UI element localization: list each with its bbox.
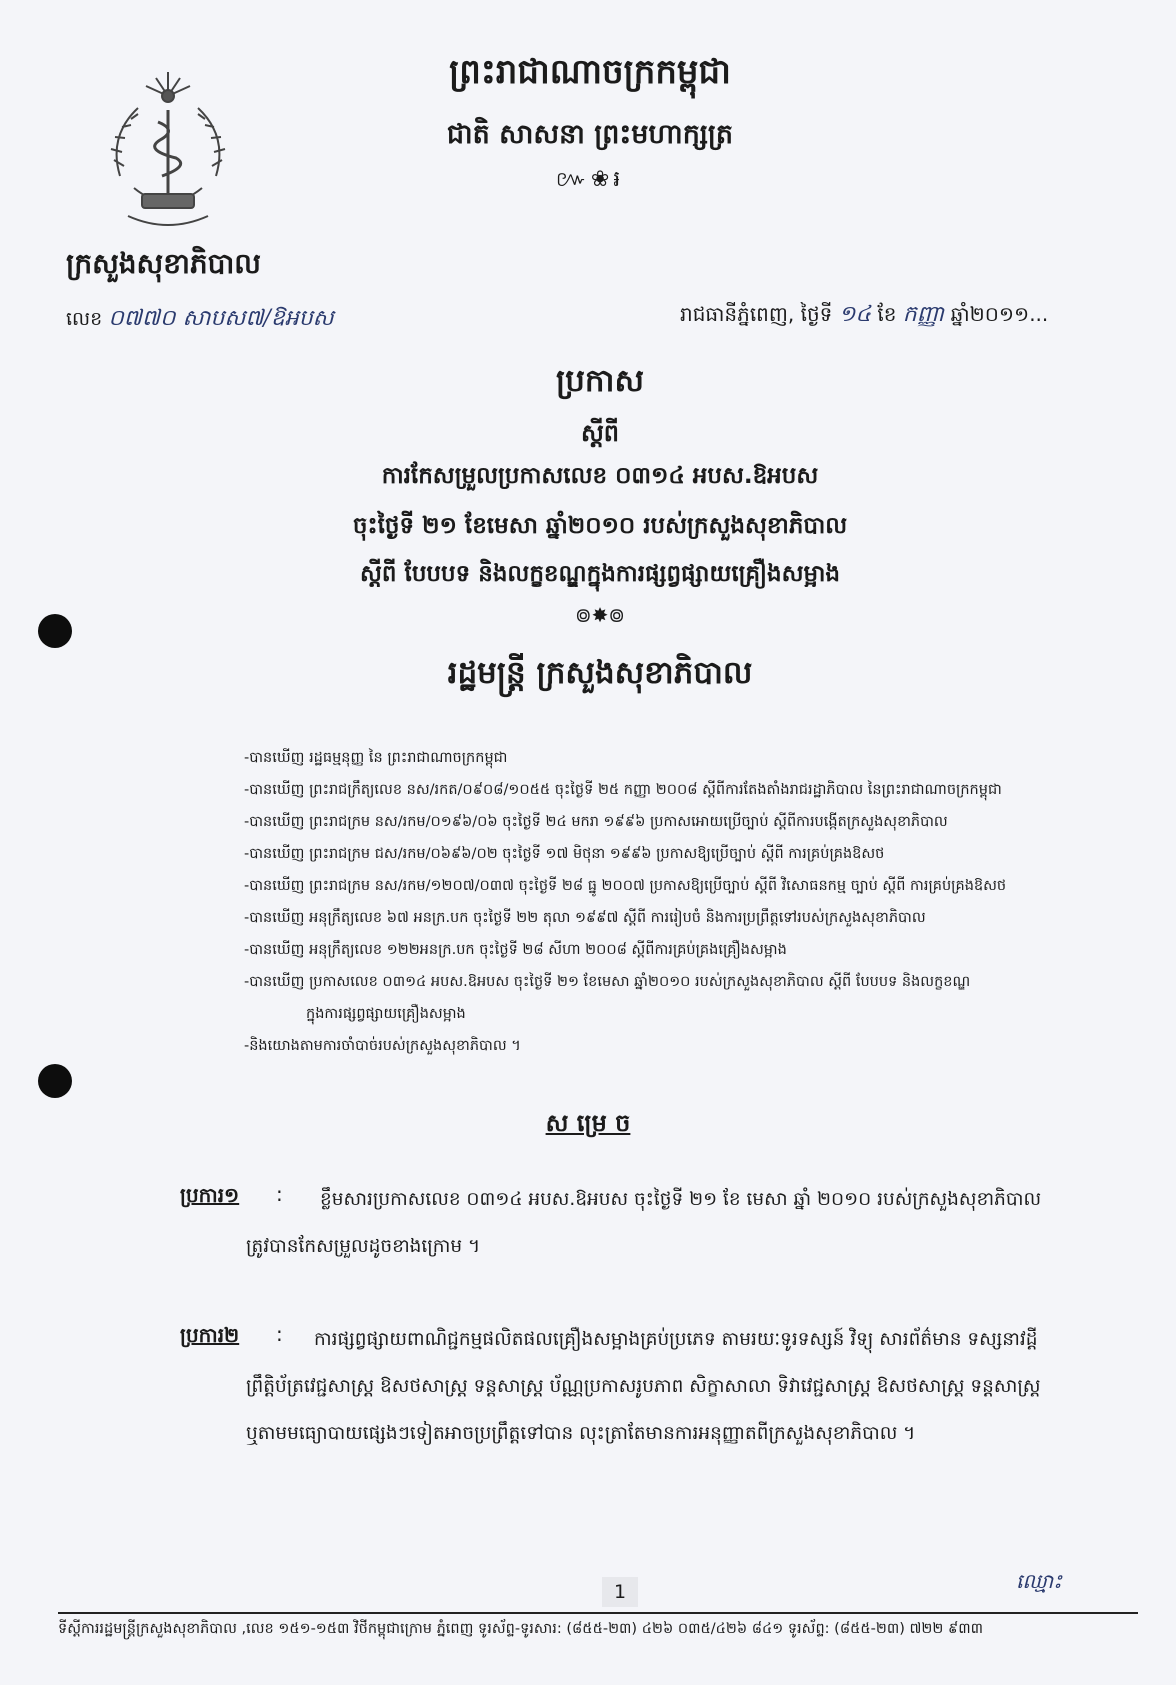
visa-item: -បានឃើញ រដ្ឋធម្មនុញ្ញ នៃ ព្រះរាជាណាចក្រកម្ពុជា xyxy=(244,750,508,766)
title-about: ស្តីពី xyxy=(580,419,620,447)
visa-item: -បានឃើញ ព្រះរាជក្រម នស/រកម/០១៩៦/០៦ ចុះថ្ងៃទី ២៤ មករា ១៩៩៦ ប្រកាសអោយប្រើច្បាប់ ស្តីពីការបង្កើតក្រសួងសុខាភិបាល xyxy=(244,814,948,830)
date-day-label: ថ្ងៃទី xyxy=(800,302,833,326)
handwritten-initials: ឈ្មោះ xyxy=(1016,1569,1062,1593)
article-2-line-2: ព្រឹត្តិប័ត្រវេជ្ជសាស្ត្រ ឱសថសាស្ត្រ ទន្តសាស្ត្រ ប័ណ្ណប្រកាសរូបភាព សិក្ខាសាលា ទិវាវេជ្ជសាស្ត្រ ឱសថសាស្ត្រ ទន្តសាស្ត្រ xyxy=(246,1376,1041,1397)
footer-divider xyxy=(58,1612,1138,1614)
header-ornament: ៚❀៛ xyxy=(555,167,625,192)
ministry-seal-icon xyxy=(98,66,238,236)
document-title: ប្រកាស xyxy=(556,363,644,399)
date-month-label: ខែ xyxy=(877,302,897,326)
visas-list xyxy=(244,742,1124,1062)
article-1-label: ប្រការ១ xyxy=(180,1183,240,1207)
visa-item: -បានឃើញ អនុក្រឹត្យលេខ ១២២អនក្រ.បក ចុះថ្ងៃទី ២៨ សីហា ២០០៨ ស្តីពីការគ្រប់គ្រងគ្រឿងសម្អាង xyxy=(244,942,787,958)
footer-address: ទីស្តីការរដ្ឋមន្ត្រីក្រសួងសុខាភិបាល ,លេខ ១៥១-១៥៣ វិថីកម្ពុជាក្រោម ភ្នំពេញ ទូរស័ព្ទ-ទូរសារ: (៨៥៥-២៣) ៤២៦ ០៣៥/៤២៦ ៨៤១ ទូរស័ព្ទ: (៨៥៥-២៣) ៧២២ ៩៣៣ xyxy=(58,1621,983,1637)
title-line-2: ចុះថ្ងៃទី ២១ ខែមេសា ឆ្នាំ២០១០ របស់ក្រសួងសុខាភិបាល xyxy=(352,513,848,539)
date-line xyxy=(680,300,1120,332)
visa-item: -និងយោងតាមការចាំបាច់របស់ក្រសួងសុខាភិបាល ។ xyxy=(244,1038,521,1054)
visa-item: -បានឃើញ ប្រកាសលេខ ០៣១៤ អបស.ឱអបស ចុះថ្ងៃទី ២១ ខែមេសា ឆ្នាំ២០១០ របស់ក្រសួងសុខាភិបាល ស្តីពី បែបបទ និងលក្ខខណ្ឌ xyxy=(244,974,971,990)
reference-value: ០៧៧០ សាបស៧/ឱអបស xyxy=(108,306,334,331)
decides-heading: ស ម្រេ ច xyxy=(545,1109,631,1137)
article-1-colon: : xyxy=(276,1182,283,1206)
article-2-line-3: ឬតាមមធ្យោបាយផ្សេងៗទៀតអាចប្រព្រឹត្តទៅបាន លុះត្រាតែមានការអនុញ្ញាតពីក្រសួងសុខាភិបាល ។ xyxy=(246,1423,916,1444)
date-month: កញ្ញា xyxy=(902,302,945,327)
minister-heading: រដ្ឋមន្ត្រី ក្រសួងសុខាភិបាល xyxy=(447,655,753,691)
reference-prefix: លេខ xyxy=(66,308,103,330)
page-number: 1 xyxy=(602,1577,638,1607)
title-ornament: ៙✸៙ xyxy=(575,603,625,627)
punch-hole xyxy=(38,1064,72,1098)
article-1-line-1: ខ្លឹមសារប្រកាសលេខ ០៣១៤ អបស.ឱអបស ចុះថ្ងៃទី ២១ ខែ មេសា ឆ្នាំ ២០១០ របស់ក្រសួងសុខាភិបាល xyxy=(320,1189,1042,1210)
date-day: ១៤ xyxy=(838,302,871,327)
reference-number xyxy=(66,304,334,336)
title-line-3: ស្តីពី បែបបទ និងលក្ខខណ្ឌក្នុងការផ្សព្វផ្សាយគ្រឿងសម្អាង xyxy=(360,561,840,587)
visa-item: -បានឃើញ ព្រះរាជក្រម ជស/រកម/០៦៩៦/០២ ចុះថ្ងៃទី ១៧ មិថុនា ១៩៩៦ ប្រកាសឱ្យប្រើច្បាប់ ស្តីពី ការគ្រប់គ្រងឱសថ xyxy=(244,846,885,862)
kingdom-heading: ព្រះរាជាណាចក្រកម្ពុជា xyxy=(449,52,731,92)
article-1-line-2: ត្រូវបានកែសម្រួលដូចខាងក្រោម ។ xyxy=(246,1236,481,1257)
article-2-colon: : xyxy=(276,1322,283,1346)
visa-item-continued: ក្នុងការផ្សព្វផ្សាយគ្រឿងសម្អាង xyxy=(306,1006,466,1022)
punch-hole xyxy=(38,614,72,648)
visa-item: -បានឃើញ ព្រះរាជក្រម នស/រកម/១២០៧/០៣៧ ចុះថ្ងៃទី ២៨ ធ្នូ ២០០៧ ប្រកាសឱ្យប្រើច្បាប់ ស្តីពី វិសោធនកម្ម ច្បាប់ ស្តីពី ការគ្រប់គ្រងឱសថ xyxy=(244,878,1007,894)
title-line-1: ការកែសម្រួលប្រកាសលេខ ០៣១៤ អបស.ឱអបស xyxy=(381,463,819,489)
visa-item: -បានឃើញ អនុក្រឹត្យលេខ ៦៧ អនក្រ.បក ចុះថ្ងៃទី ២២ តុលា ១៩៩៧ ស្តីពី ការរៀបចំ និងការប្រព្រឹត្តទៅរបស់ក្រសួងសុខាភិបាល xyxy=(244,910,926,926)
article-2-line-1: ការផ្សព្វផ្សាយពាណិជ្ជកម្មផលិតផលគ្រឿងសម្អាងគ្រប់ប្រភេទ តាមរយៈទូរទស្សន៍ វិទ្យុ សារព័ត៌មាន ទស្សនាវដ្តី xyxy=(314,1329,1038,1350)
date-place: រាជធានីភ្នំពេញ, xyxy=(680,302,795,326)
visa-item: -បានឃើញ ព្រះរាជក្រឹត្យលេខ នស/រកត/០៩០៨/១០៥៥ ចុះថ្ងៃទី ២៥ កញ្ញា ២០០៨ ស្តីពីការតែងតាំងរាជរដ្ឋាភិបាល នៃព្រះរាជាណាចក្រកម្ពុជា xyxy=(244,782,1002,798)
ministry-name: ក្រសួងសុខាភិបាល xyxy=(66,247,261,280)
date-year: ឆ្នាំ២០១១... xyxy=(950,302,1049,326)
article-2-label: ប្រការ២ xyxy=(180,1323,240,1347)
national-motto: ជាតិ សាសនា ព្រះមហាក្សត្រ xyxy=(446,119,734,150)
